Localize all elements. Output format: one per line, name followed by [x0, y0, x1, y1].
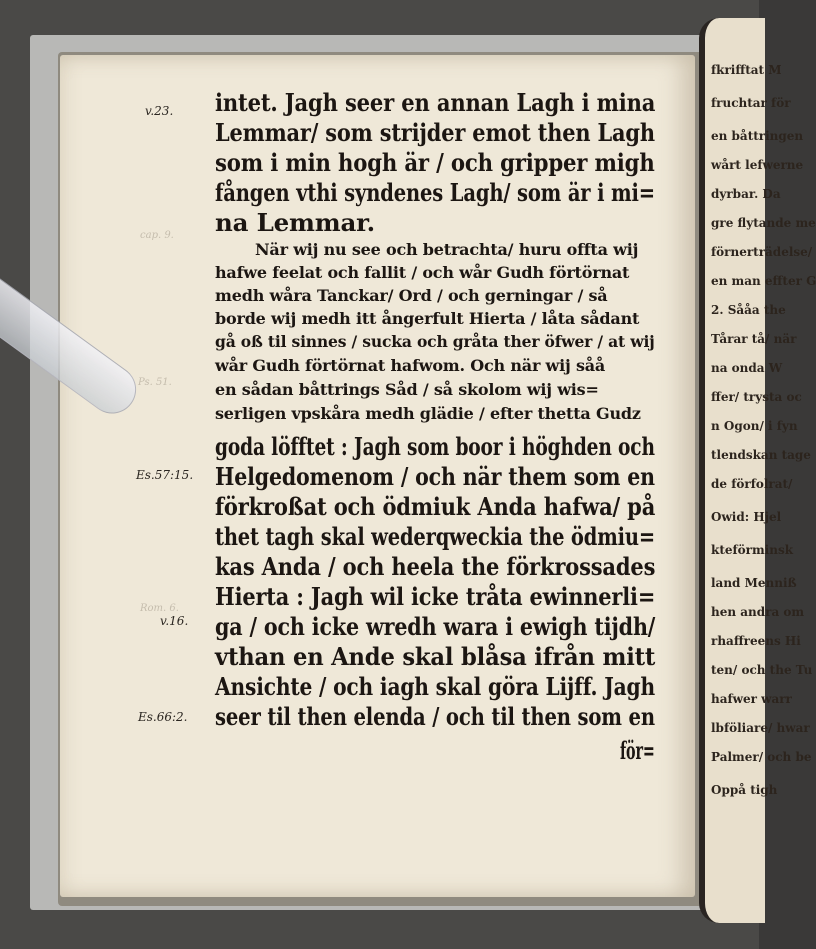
text-line: kas Anda / och heela the förkrossades	[215, 552, 656, 581]
text-line: Lemmar/ som strijder emot then Lagh	[215, 118, 655, 147]
text-line: Hierta : Jagh wil icke tråta ewinnerli=	[215, 582, 656, 611]
text-line: intet. Jagh seer en annan Lagh i mina	[215, 88, 656, 117]
text-line: thet tagh skal wederqweckia the ödmiu=	[215, 522, 655, 551]
facing-page-line: gre flytande me	[711, 216, 816, 230]
text-line: gå oß til sinnes / sucka och gråta ther öfwer / at wij	[215, 332, 655, 351]
text-line: När wij nu see och betrachta/ huru offta wij	[255, 240, 639, 259]
facing-page-line: land Menniß	[711, 576, 797, 590]
text-line: borde wij medh itt ångerfult Hierta / låta sådant	[215, 309, 640, 328]
facing-page-line: tlendskan tage	[711, 448, 811, 462]
facing-page-line: ten/ och the Tu	[711, 663, 813, 677]
facing-page-line: lbföliare/ hwar	[711, 721, 810, 735]
catchword: för=	[620, 736, 655, 765]
margin-reference: v.16.	[160, 614, 189, 628]
text-line: na Lemmar.	[215, 208, 375, 237]
facing-page-line: de förfolrat/	[711, 477, 793, 491]
facing-page-line: na onda W	[711, 361, 783, 375]
facing-page-line: hafwer warr	[711, 692, 792, 706]
text-line: Helgedomenom / och när them som en	[215, 462, 655, 491]
facing-page-line: kteförminsk	[711, 543, 794, 557]
text-line: goda löfftet : Jagh som boor i höghden och	[215, 432, 655, 461]
facing-page-line: ffer/ trysta oc	[711, 390, 802, 404]
text-line: serligen vpskåra medh glädie / efter thetta Gudz	[215, 404, 641, 423]
facing-page-line: en man effter G	[711, 274, 816, 288]
bleed-through-mark: Rom. 6.	[140, 603, 179, 614]
facing-page-line: förnerträdelse/	[711, 245, 813, 259]
margin-reference: v.23.	[145, 104, 174, 118]
text-line: fången vthi syndenes Lagh/ som är i mi=	[215, 178, 655, 207]
text-line: ga / och icke wredh wara i ewigh tijdh/	[215, 612, 656, 641]
text-line: Ansichte / och iagh skal göra Lijff. Jagh	[215, 672, 655, 701]
facing-page-line: fruchtar för	[711, 96, 791, 110]
facing-page-line: Owid: Hjel	[711, 510, 782, 524]
facing-page-line: fkrifftat M	[711, 63, 782, 77]
facing-page-line: dyrbar. Da	[711, 187, 781, 201]
text-line: medh wåra Tanckar/ Ord / och gerningar / så	[215, 286, 608, 305]
text-line: en sådan båttrings Såd / så skolom wij wis=	[215, 380, 599, 399]
text-line: förkroßat och ödmiuk Anda hafwa/ på	[215, 492, 656, 521]
facing-page-line: wårt lefwerne	[711, 158, 804, 172]
margin-reference: Es.57:15.	[136, 468, 194, 482]
facing-page-line: 2. Sååa the	[711, 303, 786, 317]
facing-page-line: rhaffreens Hi	[711, 634, 801, 648]
facing-page-line: Oppå tigh	[711, 783, 778, 797]
text-line: som i min hogh är / och gripper migh	[215, 148, 655, 177]
facing-page-line: hen andra om	[711, 605, 805, 619]
facing-page	[699, 18, 816, 923]
text-line: seer til then elenda / och til then som en	[215, 702, 655, 731]
text-line: vthan en Ande skal blåsa ifrån mitt	[215, 642, 656, 671]
text-line: wår Gudh förtörnat hafwom. Och när wij såå	[215, 356, 606, 375]
text-line: hafwe feelat och fallit / och wår Gudh förtörnat	[215, 263, 630, 282]
margin-reference: Es.66:2.	[138, 710, 188, 724]
facing-page-line: Palmer/ och be	[711, 750, 812, 764]
facing-page-line: n Ogon/ i fyn	[711, 419, 798, 433]
facing-page-line: en båttringen	[711, 129, 804, 143]
bleed-through-mark: Ps. 51.	[138, 377, 172, 388]
facing-page-line: Tårar tå/ när	[711, 332, 797, 346]
bleed-through-mark: cap. 9.	[140, 230, 174, 241]
